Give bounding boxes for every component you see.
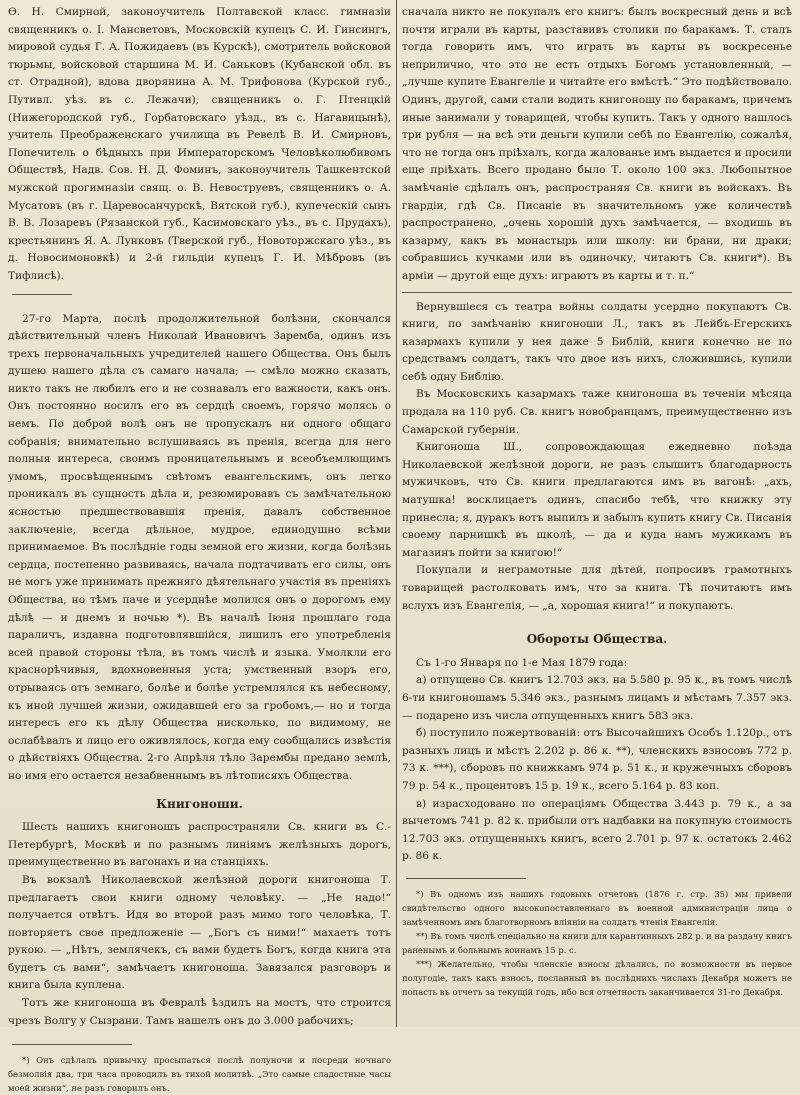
column-divider	[396, 0, 397, 1027]
footnote-triple-star: ***) Желательно, чтобы членскіе взносы дѣлались, по возможности въ первое полугодіе, такъ какъ взносъ, посланный въ послѣднихъ числахъ Декабря можетъ не попасть въ отчетъ за текущій годъ, ибо вся отчетность заканчивается 31-го Декабря.	[402, 958, 792, 997]
right-paragraph-5: Покупали и неграмотные для дѣтей, попросивъ грамотныхъ товарищей растолковать имъ, что за книга. Тѣ почитаютъ имъ вслухъ изъ Евангелія, — „а, хорошая книга!“ и покупаютъ.	[402, 564, 792, 612]
footnote-double-star: **) Въ томъ числѣ спеціально на книги для карантинныхъ 282 р. и на раздачу книгъ раненымъ и больнымъ воинамъ 15 р. с.	[402, 930, 792, 955]
right-paragraph-4: Книгоноша Ш., сопровождающая ежедневно поѣзда Николаевской желѣзной дороги, не разъ слышитъ благодарность мужичковъ, что Св. книги предлагаются имъ въ вагонѣ: „ахъ, матушка! восклицаетъ одинъ, спасибо тебѣ, что книжку эту принесла; я, дуракъ вотъ выпилъ и забылъ купить книгу Св. Писанія своему парнишкѣ въ школѣ, — да и куда намъ мужикамъ въ магазинъ пойти за книгою!“	[402, 441, 792, 559]
knigonoshi-paragraph-2: Въ вокзалѣ Николаевской желѣзной дороги книгоноша Т. предлагаетъ свои книги одному человѣку. — „Не надо!“ получается отвѣтъ. Идя во второй разъ мимо того человѣка, Т. повторяетъ свое предложеніе — „Богъ съ ними!“ махаетъ тотъ рукою. — „Нѣтъ, землячекъ, съ вами будетъ Богъ, когда книга эта будетъ съ вами“, замѣчаетъ книгоноша. Завязался разговоръ и книга была куплена.	[8, 873, 391, 992]
right-paragraph-1: сначала никто не покупалъ его книгъ: былъ воскресный день и всѣ почти играли въ карты, разставивъ столики по баракамъ. Т. сталъ тогда говорить имъ, что играть въ карты въ воскресенье неприлично, что это не есть отдыхъ Богомъ установленный, — „лучше купите Евангеліе и читайте его вмѣстѣ.“ Это подѣйствовало. Одинъ, другой, сами стали водить книгоношу по баракамъ, причемъ иные занимали у товарищей, чтобы купить. Такъ у одного нашлось три рубля — на всѣ эти деньги купили себѣ по Евангелію, сожалѣя, что не тогда онъ пріѣхалъ, когда жалованье имъ выдается и просили еще пріѣхать. Всего продано было Т. около 100 экз. Любопытное замѣчаніе сдѣлалъ онъ, распространяя Св. книги въ войскахъ. Въ гвардіи, гдѣ Св. Писаніе въ значительномъ уже количествѣ распространено, „очень хорошій духъ замѣчается, — входишь въ казарму, какъ въ монастырь или школу: ни брани, ни драки; собравшись кучками или въ одиночку, читаютъ Св. книги*). Въ арміи — другой еще духъ: играютъ въ карты и т. п.“	[402, 6, 792, 282]
footnote-rule-right	[406, 878, 526, 879]
separator-rule-right	[402, 292, 792, 293]
left-footnotes	[8, 1053, 391, 1095]
knigonoshi-paragraph-3: Тотъ же книгоноша въ Февралѣ ѣздилъ на мостъ, что строится чрезъ Волгу у Сызрани. Тамъ нашелъ онъ до 3.000 рабочихъ;	[8, 997, 391, 1027]
separator-rule	[12, 294, 72, 295]
knigonoshi-paragraph-1: Шесть нашихъ книгоношъ распространяли Св. книги въ С.-Петербургѣ, Москвѣ и по разнымъ линіямъ желѣзныхъ дорогъ, преимущественно въ вагонахъ и на станціяхъ.	[8, 821, 391, 869]
footnote-rule	[12, 1044, 132, 1045]
right-column	[402, 4, 792, 999]
section-title-knigonoshi: Книгоноши.	[156, 796, 243, 811]
section-title-oboroty: Обороты Общества.	[526, 632, 668, 647]
right-footnotes	[402, 887, 792, 999]
right-paragraph-2: Вернувшіеся съ театра войны солдаты усердно покупаютъ Св. книги, по замѣчанію книгоноши Л., такъ въ Лейбъ-Егерскихъ казармахъ купили у нея даже 5 Библій, книги конечно не по средствамъ солдатъ, такъ что двое изъ нихъ, сложившись, купили себѣ одну Библію.	[402, 300, 792, 383]
right-paragraph-3: Въ Московскихъ казармахъ таже книгоноша въ теченіи мѣсяца продала на 110 руб. Св. книгъ новобранцамъ, преимущественно изъ Самарской губерніи.	[402, 388, 792, 436]
left-column	[8, 4, 391, 1095]
oboroty-item-c: в) израсходовано по операціямъ Общества 3.443 р. 79 к., а за вычетомъ 741 р. 82 к. прибыли отъ надбавки на покупную стоимость 12.703 экз. отпущенныхъ книгъ, всего 2.701 р. 97 к. остатокъ 2.462 р. 86 к.	[402, 797, 792, 863]
donors-list-text: Ѳ. Н. Смирной, законоучитель Полтавской класс. гимназіи священникъ о. І. Мансветовъ, Московскій купецъ С. И. Гинсингъ, мировой судья Г. А. Пожидаевъ (въ Курскѣ), смотритель войсковой тюрьмы, войсковой старшина М. И. Саньковъ (Кубанской обл. въ ст. Отрадной), вдова дворянина А. М. Трифонова (Курской губ., Путивл. уѣз. въ с. Лежачи), священникъ о. Г. Птенцкій (Нижегородской губ., Горбатовскаго уѣзд., въ с. Нагавицынѣ), учитель Преображенскаго училища въ Ревелѣ В. И. Смирновъ, Попечитель о бѣдныхъ при Императорскомъ Человѣколюбивомъ Обществѣ, Надв. Сов. Н. Д. Фоминъ, законоучитель Ташкентской мужской прогимназіи свящ. о. В. Невоструевъ, священникъ о. А. Мусатовъ (въ г. Царевосанчурскѣ, Вятской губ.), купеческій сынъ В. В. Лозаревъ (Рязанской губ., Касимовскаго уѣз., въ с. Прудахъ), крестьянинъ Я. А. Лунковъ (Тверской губ., Новоторжскаго уѣз., въ д. Новосимоновкѣ) и 2-й гильдіи купецъ Г. И. Мѣбровъ (въ Тифлисѣ).	[8, 6, 391, 282]
oboroty-item-b: б) поступило пожертвованій: отъ Высочайшихъ Особъ 1.120р., отъ разныхъ лицъ и мѣстъ 2.202 р. 86 к. **), членскихъ взносовъ 772 р. 73 к. ***), сборовъ по книжкамъ 974 р. 51 к., и кружечныхъ сборовъ 79 р. 54 к., процентовъ 15 р. 19 к., всего 5.164 р. 83 коп.	[402, 727, 792, 792]
footnote-1: *) Онъ сдѣлалъ привычку просыпаться послѣ полуночи и посреди ночнаго безмолвія два, три часа проводилъ въ тихой молитвѣ. „Это самые сладостные часы моей жизни“, не разъ говорилъ онъ.	[8, 1055, 391, 1094]
oboroty-item-a: а) отпущено Св. книгъ 12.703 экз. на 5.580 р. 95 к., въ томъ числѣ 6-ти книгоношамъ 5.346 экз., разнымъ лицамъ и мѣстамъ 7.357 экз. — подарено изъ числа отпущенныхъ книгъ 583 экз.	[402, 674, 792, 722]
obituary-text: 27-го Марта, послѣ продолжительной болѣзни, скончался дѣйствительный членъ Николай Ивановичъ Заремба, одинъ изъ трехъ первоначальныхъ учредителей нашего Общества. Онъ былъ душею нашего дѣла съ самаго начала; — смѣло можно сказать, никто такъ не любилъ его и не сознавалъ его важности, какъ онъ. Онъ постоянно носилъ его въ сердцѣ своемъ, горячо молясь о немъ. По доброй волѣ онъ не пропускалъ ни одного общаго собранія; внимательно вслушиваясь въ пренія, всегда для него полныя интереса, своимъ проницательнымъ и всеобъемлющимъ умомъ, просвѣщеннымъ свѣтомъ евангельскимъ, онъ легко проникалъ въ сущность дѣла и, резюмировавъ съ замѣчательною ясностью предшествовавшія пренія, давалъ собственное заключеніе, всегда дѣльное, мудрое, единодушно всѣми принимаемое. Въ послѣдніе годы земной его жизни, когда болѣзнь сердца, постепенно развиваясь, начала подтачивать его силы, онъ не могъ уже принимать прежняго дѣятельнаго участія въ преніяхъ Общества, но тѣмъ паче и усерднѣе молился онъ о дорогомъ ему дѣлѣ — и днемъ и ночью *). Въ началѣ Іюня прошлаго года параличъ, издавна подготовлявшійся, лишилъ его употребленія всей правой стороны тѣла, въ томъ числѣ и языка. Умолкли его краснорѣчивыя, вдохновенныя уста; умственный взоръ его, отрываясь отъ земнаго, болѣе и болѣе устремлялся къ небесному, къ иной лучшей жизни, ожидавшей его за гробомъ,— но и тогда интересъ его къ дѣлу Общества нисколько, по видимому, не ослабѣвалъ и лицо его оживлялось, когда ему сообщались извѣстія о дѣйствіяхъ Общества. 2-го Апрѣля тѣло Зарембы предано землѣ, но имя его остается незабвеннымъ въ лѣтописяхъ Общества.	[8, 312, 391, 782]
footnote-star: *) Въ одномъ изъ нашихъ годовыхъ отчетовъ (1876 г. стр. 35) мы привели свидѣтельство одного высокопоставленнаго въ военной администраціи лица о замѣченномъ имъ благотворномъ вліяніи на солдатъ чтенія Евангелія.	[402, 888, 792, 927]
oboroty-lead: Съ 1-го Января по 1-е Мая 1879 года:	[416, 656, 628, 669]
